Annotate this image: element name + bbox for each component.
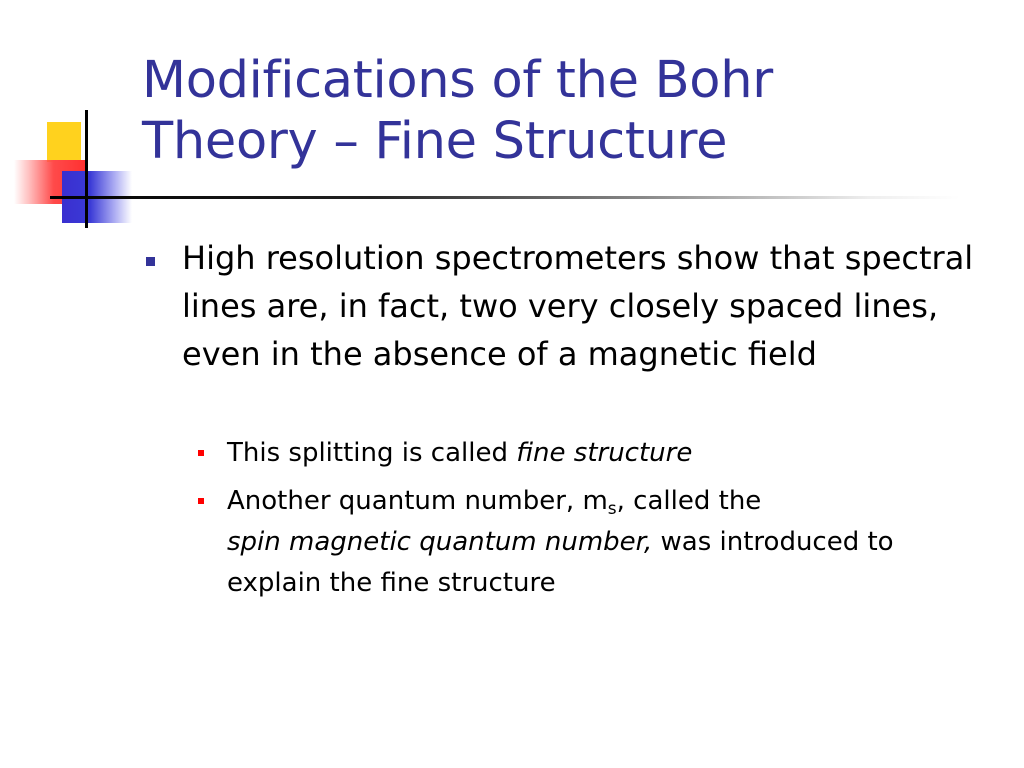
title-underline-rule <box>50 196 960 199</box>
bullet-item-1 <box>142 234 1002 378</box>
small-square-bullet-icon <box>198 498 204 504</box>
sub-bullet-2-subscript: s <box>607 499 617 519</box>
square-bullet-icon <box>146 257 155 266</box>
sub-bullet-item-1 <box>196 433 986 474</box>
sub-bullet-2-prefix: Another quantum number, m <box>227 486 608 516</box>
sub-bullet-1-italic: fine structure <box>516 438 693 468</box>
title-line-1: Modifications of the Bohr <box>142 51 773 110</box>
title-line-2: Theory – Fine Structure <box>142 112 728 171</box>
sub-bullet-1-prefix: This splitting is called <box>227 438 517 468</box>
sub-bullet-2-italic: spin magnetic quantum number, <box>227 527 653 557</box>
yellow-square-decoration <box>47 122 81 162</box>
sub-bullet-text <box>227 433 967 474</box>
bullet-text: High resolution spectrometers show that spectral lines are, in fact, two very closely spaced lines, even in the absence of a magnetic field <box>182 239 974 373</box>
small-square-bullet-icon <box>198 450 204 456</box>
sub-bullet-text <box>227 481 967 604</box>
vertical-rule-decoration <box>85 110 88 228</box>
slide-title <box>142 50 1002 172</box>
sub-bullet-2-suffix: was introduced to explain the fine structure <box>227 527 894 598</box>
sub-bullet-2-middle: , called the <box>616 486 762 516</box>
sub-bullet-item-2 <box>196 481 986 604</box>
